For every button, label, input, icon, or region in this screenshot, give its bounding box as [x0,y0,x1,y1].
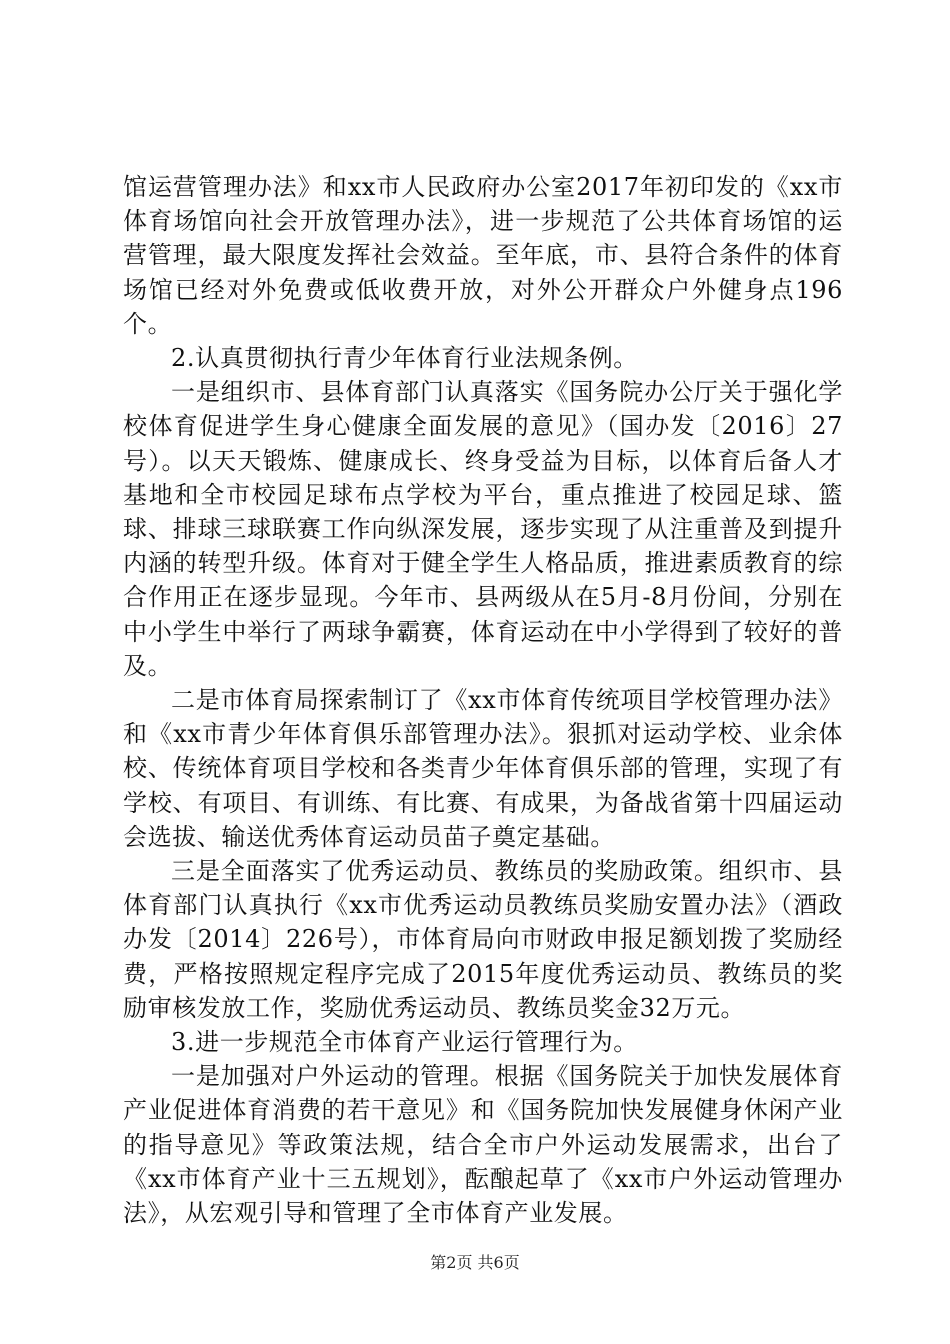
paragraph-item-3: 三是全面落实了优秀运动员、教练员的奖励政策。组织市、县体育部门认真执行《xx市优秀运动员教练员奖励安置办法》（酒政办发〔2014〕226号），市体育局向市财政申报足额划拨了奖励经费，严格按照规定程序完成了2015年度优秀运动员、教练员的奖励审核发放工作，奖励优秀运动员、教练员奖金32万元。 [123,857,843,1022]
section-heading-2: 2.认真贯彻执行青少年体育行业法规条例。 [171,344,638,373]
document-body [123,170,843,1230]
page-number-footer: 第2页 共6页 [430,1253,520,1272]
paragraph-item-1: 一是组织市、县体育部门认真落实《国务院办公厅关于强化学校体育促进学生身心健康全面发展的意见》（国办发〔2016〕27号）。以天天锻炼、健康成长、终身受益为目标，以体育后备人才基地和全市校园足球布点学校为平台，重点推进了校园足球、篮球、排球三球联赛工作向纵深发展，逐步实现了从注重普及到提升内涵的转型升级。体育对于健全学生人格品质，推进素质教育的综合作用正在逐步显现。今年市、县两级从在5月-8月份间，分别在中小学生中举行了两球争霸赛，体育运动在中小学得到了较好的普及。 [123,378,843,680]
section-heading-3: 3.进一步规范全市体育产业运行管理行为。 [171,1028,638,1057]
paragraph-continuation: 馆运营管理办法》和xx市人民政府办公室2017年初印发的《xx市体育场馆向社会开放管理办法》，进一步规范了公共体育场馆的运营管理，最大限度发挥社会效益。至年底，市、县符合条件的体育场馆已经对外免费或低收费开放，对外公开群众户外健身点196个。 [123,173,843,338]
paragraph-item-4: 一是加强对户外运动的管理。根据《国务院关于加快发展体育产业促进体育消费的若干意见》和《国务院加快发展健身休闲产业的指导意见》等政策法规，结合全市户外运动发展需求，出台了《xx市体育产业十三五规划》，酝酿起草了《xx市户外运动管理办法》，从宏观引导和管理了全市体育产业发展。 [123,1062,843,1228]
paragraph-item-2: 二是市体育局探索制订了《xx市体育传统项目学校管理办法》和《xx市青少年体育俱乐部管理办法》。狠抓对运动学校、业余体校、传统体育项目学校和各类青少年体育俱乐部的管理，实现了有学校、有项目、有训练、有比赛、有成果，为备战省第十四届运动会选拔、输送优秀体育运动员苗子奠定基础。 [123,686,843,851]
